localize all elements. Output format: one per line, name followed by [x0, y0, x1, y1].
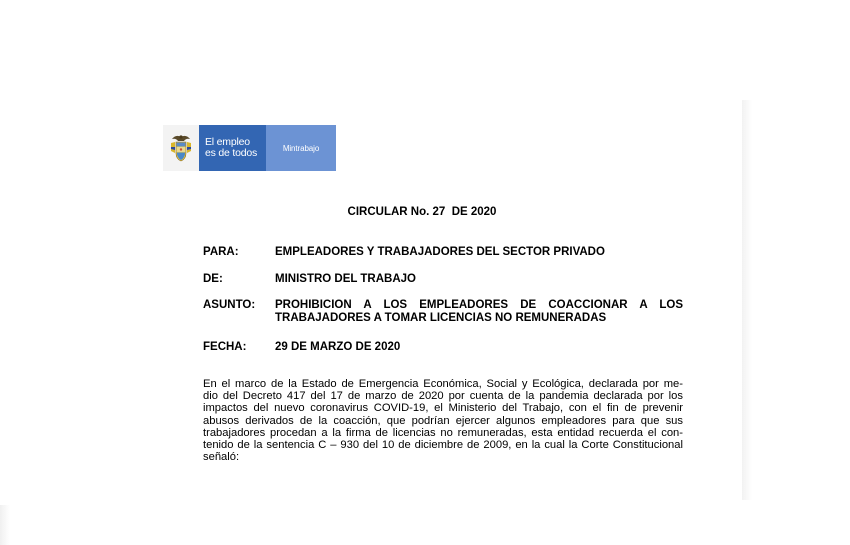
slogan-line-1: El empleo [205, 136, 250, 148]
field-value-fecha: 29 DE MARZO DE 2020 [275, 341, 401, 353]
asunto-line-1: PROHIBICION A LOS EMPLEADORES DE COACCIONAR A LOS [275, 299, 683, 311]
field-label-asunto: ASUNTO: [203, 299, 256, 311]
field-para [203, 246, 683, 259]
body-line: impactos del nuevo coronavirus COVID-19, el Ministerio del Trabajo, con el fin de prevenir [203, 402, 683, 415]
body-line: dio del Decreto 417 del 17 de marzo de 2020 por cuenta de la pandemia declarada por los [203, 390, 683, 403]
field-value-de: MINISTRO DEL TRABAJO [275, 273, 416, 285]
field-de [203, 273, 683, 286]
field-asunto [203, 299, 683, 325]
body-line: señaló: [203, 451, 240, 464]
page-edge-shadow [742, 100, 752, 500]
ministry-logo-banner [163, 125, 336, 171]
asunto-line-2: TRABAJADORES A TOMAR LICENCIAS NO REMUNERADAS [275, 312, 607, 324]
slogan-line-2: es de todos [205, 147, 258, 159]
circular-number: CIRCULAR No. 27 DE 2020 [347, 206, 497, 218]
page-edge-shadow-left [0, 505, 10, 545]
field-value-asunto [275, 299, 683, 325]
body-line: En el marco de la Estado de Emergencia Económica, Social y Ecológica, declarada por me- [203, 378, 683, 390]
body-line: tenido de la sentencia C – 930 del 10 de diciembre de 2009, en la cual la Corte Constitucional [203, 439, 683, 452]
slogan-block [199, 125, 266, 171]
field-value-para: EMPLEADORES Y TRABAJADORES DEL SECTOR PRIVADO [275, 246, 605, 258]
ministry-name-block [266, 125, 336, 171]
field-label-de: DE: [203, 273, 223, 285]
crest-box [163, 125, 199, 171]
body-paragraph [203, 378, 683, 463]
field-fecha [203, 341, 683, 354]
field-label-fecha: FECHA: [203, 341, 247, 353]
body-line: abusos derivados de la coacción, que podrían ejercer algunos empleadores para que sus [203, 414, 683, 427]
document-title [0, 206, 850, 218]
colombia-coat-of-arms-icon [170, 133, 192, 163]
body-line: trabajadores procedan a la firma de licencias no remuneradas, esta entidad recuerda el con- [203, 426, 683, 439]
field-label-para: PARA: [203, 246, 239, 258]
ministry-name: Mintrabajo [282, 143, 320, 153]
